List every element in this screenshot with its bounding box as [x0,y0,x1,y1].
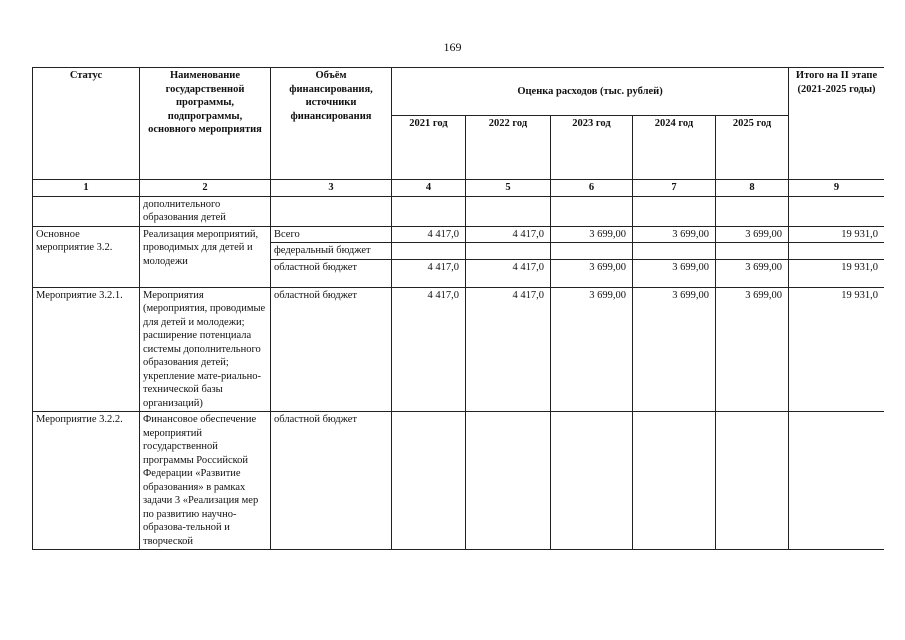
value-2025: 3 699,00 [716,259,789,287]
header-total: Итого на II этапе (2021-2025 годы) [789,68,884,180]
header-program-name: Наименование государственной программы, подпрограммы, основного мероприятия [140,68,271,180]
value-2021: 4 417,0 [392,259,466,287]
column-number: 8 [716,180,789,197]
header-status: Статус [33,68,140,180]
header-year-2024: 2024 год [633,116,716,180]
value-2024: 3 699,00 [633,226,716,243]
header-year-2023: 2023 год [551,116,633,180]
funding-source: областной бюджет [271,412,392,550]
event-3-2-2-name: Финансовое обеспечение мероприятий государственной программы Российской Федерации «Развитие образования» в рамках задачи 3 «Реализация мер по развитию научно-образова-тельной и творческой [140,412,271,550]
column-number: 2 [140,180,271,197]
header-funding-volume: Объём финансирования, источники финансирования [271,68,392,180]
event-3-2-1-name: Мероприятия (мероприятия, проводимые для детей и молодежи; расширение потенциала системы дополнительного образования детей; укрепление мате-риально-технической базы организаций) [140,287,271,412]
value-2024 [633,243,716,260]
value-2021: 4 417,0 [392,226,466,243]
page-number: 169 [443,40,462,54]
table-row-event-3-2-1 [33,287,885,412]
event-3-2-1-status: Мероприятие 3.2.1. [33,287,140,412]
value-total: 19 931,0 [789,287,884,412]
header-year-2021: 2021 год [392,116,466,180]
value-2022 [466,243,551,260]
value-2025 [716,243,789,260]
table-row-main-event-total [33,226,885,243]
value-2022: 4 417,0 [466,287,551,412]
column-number: 4 [392,180,466,197]
funding-source: областной бюджет [271,287,392,412]
value-2025: 3 699,00 [716,226,789,243]
funding-source: Всего [271,226,392,243]
value-2022: 4 417,0 [466,226,551,243]
table-row-continuation [33,196,885,226]
column-number: 5 [466,180,551,197]
value-2022: 4 417,0 [466,259,551,287]
value-2024: 3 699,00 [633,259,716,287]
column-number: 3 [271,180,392,197]
value-2021: 4 417,0 [392,287,466,412]
header-year-2025: 2025 год [716,116,789,180]
table-frame [32,67,884,615]
column-number: 9 [789,180,884,197]
header-year-2022: 2022 год [466,116,551,180]
value-total [789,243,884,260]
value-total: 19 931,0 [789,226,884,243]
funding-source: федеральный бюджет [271,243,392,260]
column-number: 6 [551,180,633,197]
table-row-event-3-2-2 [33,412,885,550]
value-2023: 3 699,00 [551,226,633,243]
value-2024: 3 699,00 [633,287,716,412]
value-2025: 3 699,00 [716,287,789,412]
funding-source: областной бюджет [271,259,392,287]
header-expense-estimate: Оценка расходов (тыс. рублей) [392,68,789,116]
value-2023: 3 699,00 [551,259,633,287]
value-total: 19 931,0 [789,259,884,287]
column-number: 7 [633,180,716,197]
value-2021 [392,243,466,260]
event-3-2-2-status: Мероприятие 3.2.2. [33,412,140,550]
main-event-status: Основное мероприятие 3.2. [33,226,140,287]
budget-table [32,67,884,550]
value-2023: 3 699,00 [551,287,633,412]
main-event-name: Реализация мероприятий, проводимых для детей и молодежи [140,226,271,287]
continuation-name: дополнительного образования детей [140,196,271,226]
column-number: 1 [33,180,140,197]
column-number-row [33,180,885,197]
value-2023 [551,243,633,260]
